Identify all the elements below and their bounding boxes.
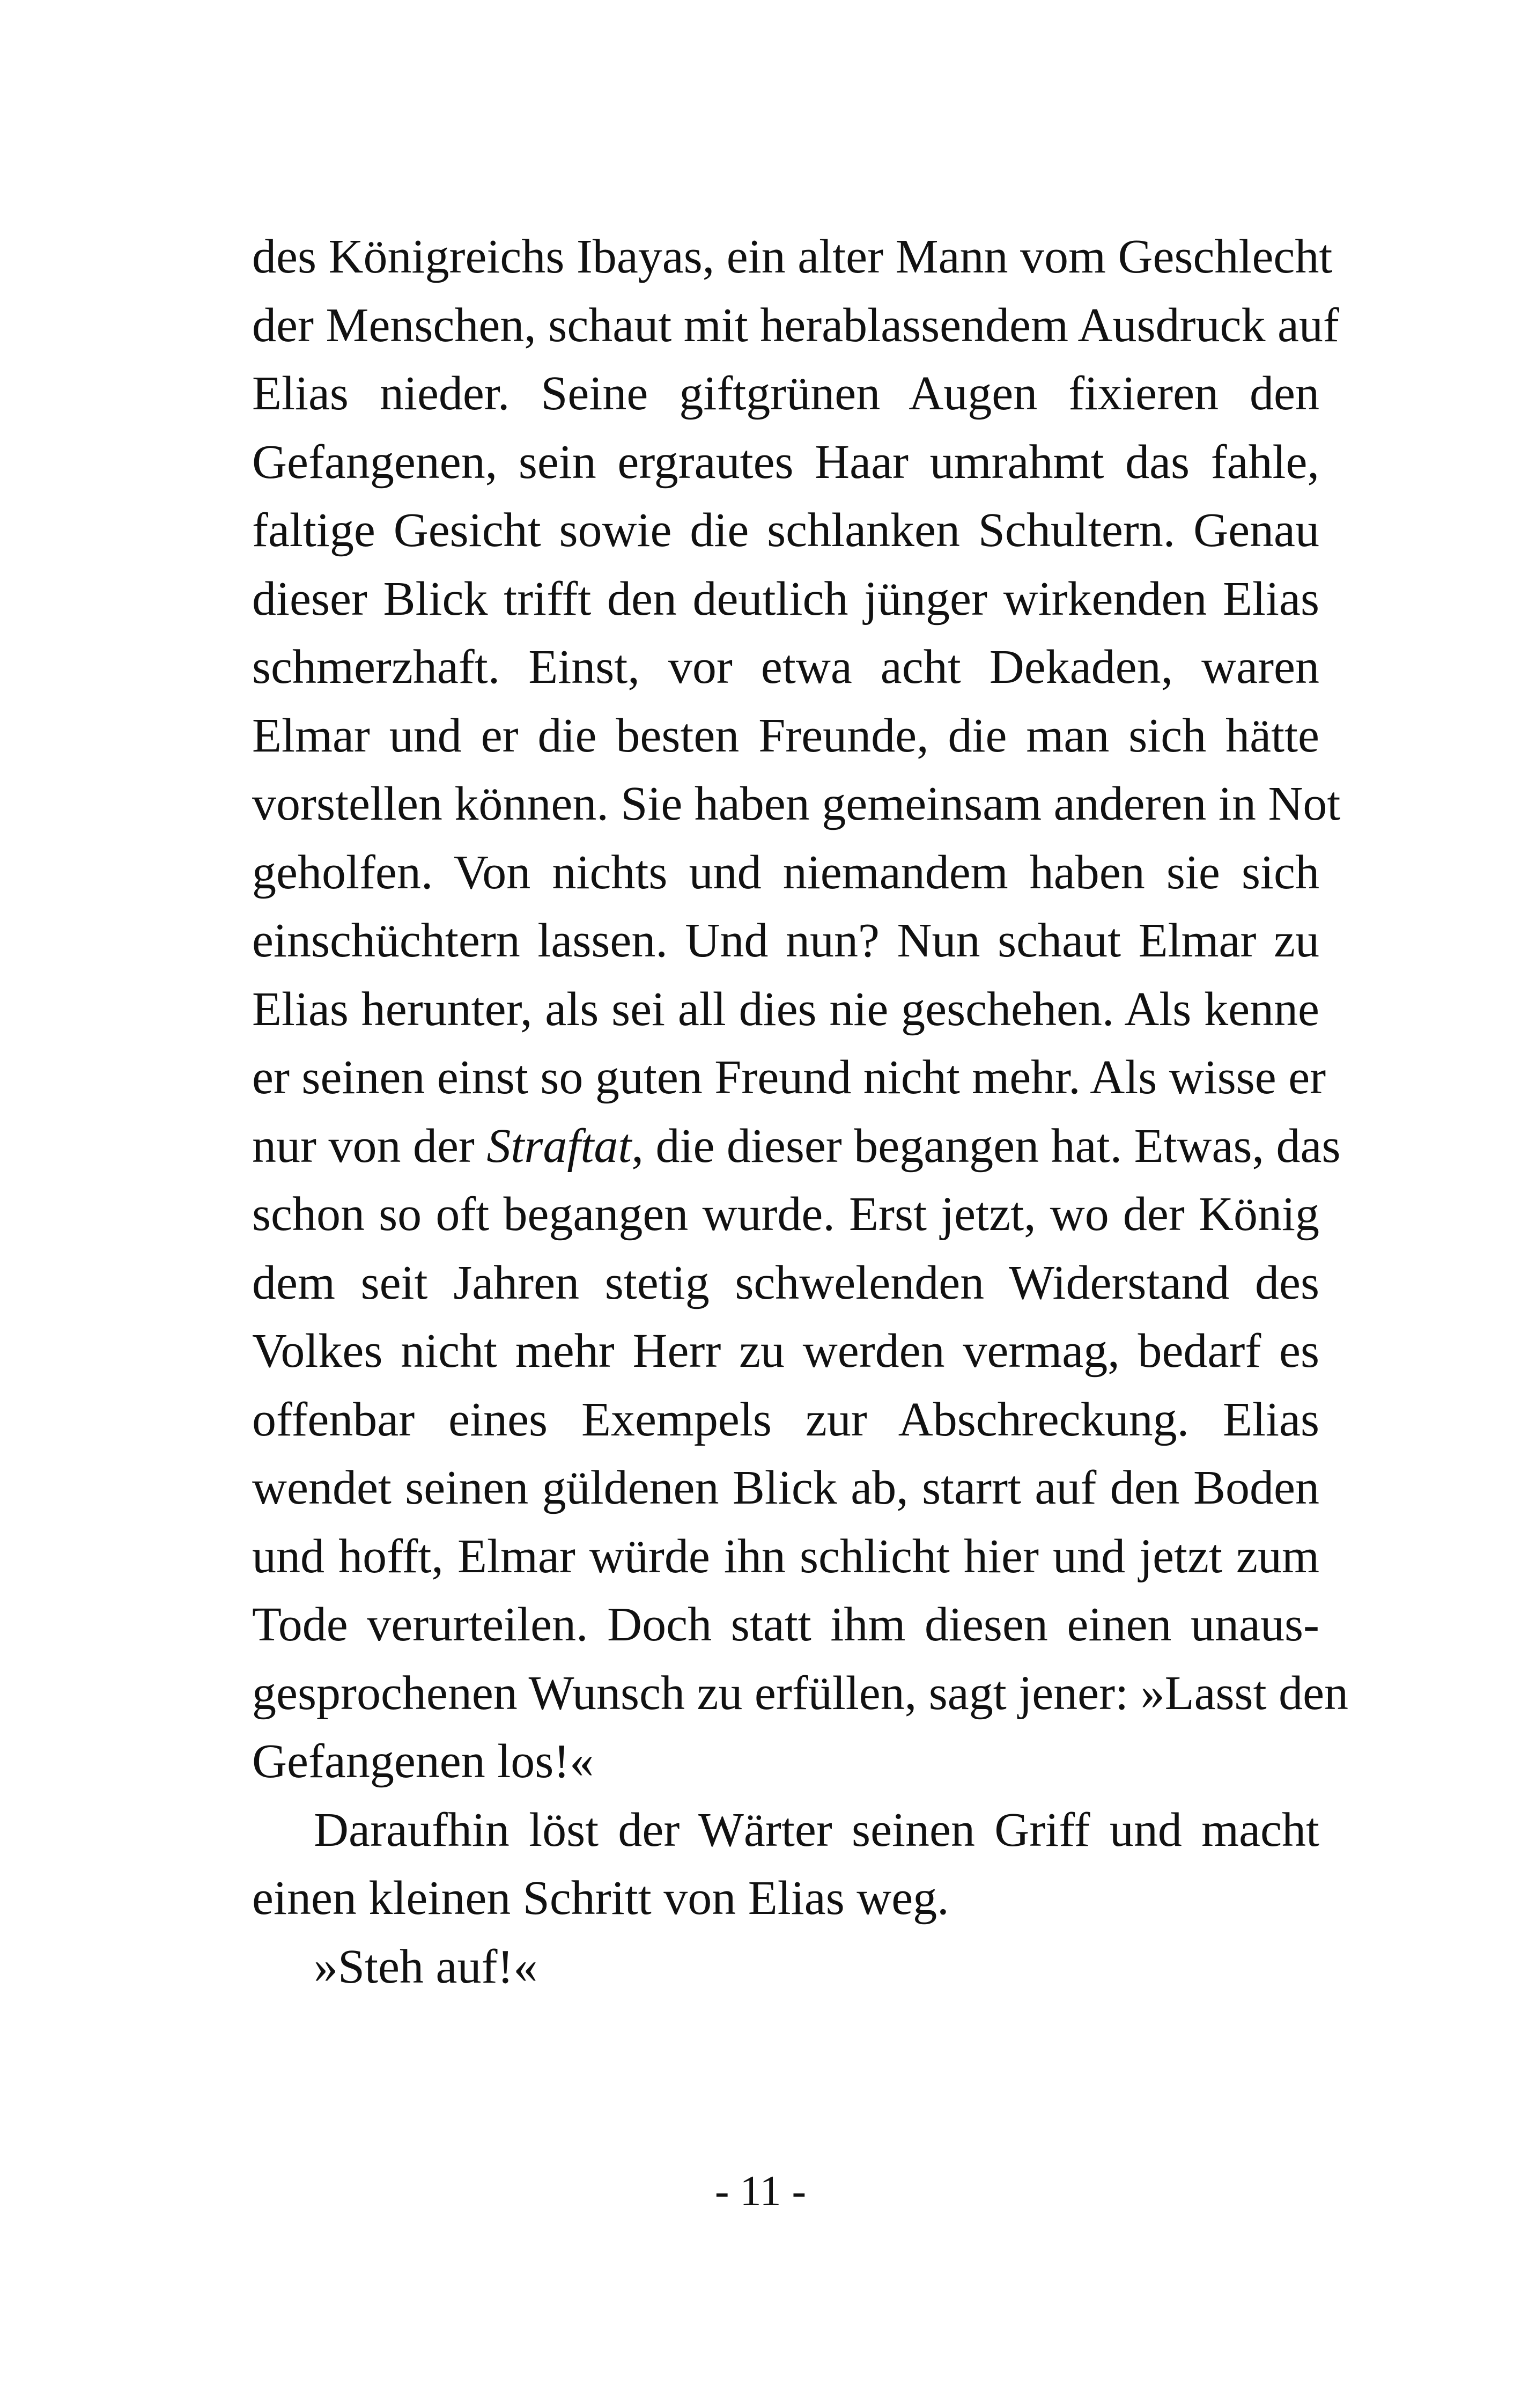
text-line: wendet seinen güldenen Blick ab, starrt auf den Boden	[252, 1461, 1319, 1514]
text-line: einschüchtern lassen. Und nun? Nun schaut Elmar zu	[252, 914, 1319, 967]
text-line: offenbar eines Exempels zur Abschreckung. Elias	[252, 1393, 1319, 1446]
text-line: dem seit Jahren stetig schwelenden Widerstand des	[252, 1256, 1319, 1309]
text-line: dieser Blick trifft den deutlich jünger wirkenden Elias	[252, 572, 1319, 625]
text-line: des Königreichs Ibayas, ein alter Mann vom Geschlecht	[252, 230, 1333, 283]
text-line: faltige Gesicht sowie die schlanken Schultern. Genau	[252, 504, 1319, 557]
text-line-with-italic	[252, 1112, 1341, 1181]
text-line: einen kleinen Schritt von Elias weg.	[252, 1872, 949, 1925]
text-line: er seinen einst so guten Freund nicht mehr. Als wisse er	[252, 1051, 1326, 1104]
text-line: Gefangenen, sein ergrautes Haar umrahmt das fahle,	[252, 435, 1319, 489]
paragraph-first-line: »Steh auf!«	[314, 1940, 538, 1993]
page-number: - 11 -	[714, 2168, 807, 2215]
text-line: Gefangenen los!«	[252, 1735, 594, 1788]
text-line: geholfen. Von nichts und niemandem haben sie sich	[252, 845, 1319, 899]
text-line: Elias nieder. Seine giftgrünen Augen fixieren den	[252, 367, 1319, 420]
italic-word: Straftat	[486, 1119, 632, 1173]
text-line: Tode verurteilen. Doch statt ihm diesen einen unaus-	[252, 1598, 1319, 1651]
text-line: der Menschen, schaut mit herablassendem Ausdruck auf	[252, 298, 1339, 352]
text-line: Elmar und er die besten Freunde, die man sich hätte	[252, 709, 1319, 762]
text-line: und hofft, Elmar würde ihn schlicht hier und jetzt zum	[252, 1529, 1319, 1583]
text-line: gesprochenen Wunsch zu erfüllen, sagt jener: »Lasst den	[252, 1666, 1349, 1720]
text-segment: , die dieser begangen hat. Etwas, das	[631, 1119, 1341, 1173]
paragraph-first-line: Daraufhin löst der Wärter seinen Griff und macht	[314, 1803, 1319, 1857]
text-line: Volkes nicht mehr Herr zu werden vermag, bedarf es	[252, 1324, 1319, 1378]
text-line: schon so oft begangen wurde. Erst jetzt, wo der König	[252, 1188, 1319, 1241]
body-text	[252, 223, 1349, 2001]
text-line: vorstellen können. Sie haben gemeinsam anderen in Not	[252, 777, 1341, 830]
text-line: Elias herunter, als sei all dies nie geschehen. Als kenne	[252, 982, 1319, 1036]
text-line: schmerzhaft. Einst, vor etwa acht Dekaden, waren	[252, 640, 1319, 694]
text-segment: nur von der	[252, 1119, 487, 1173]
